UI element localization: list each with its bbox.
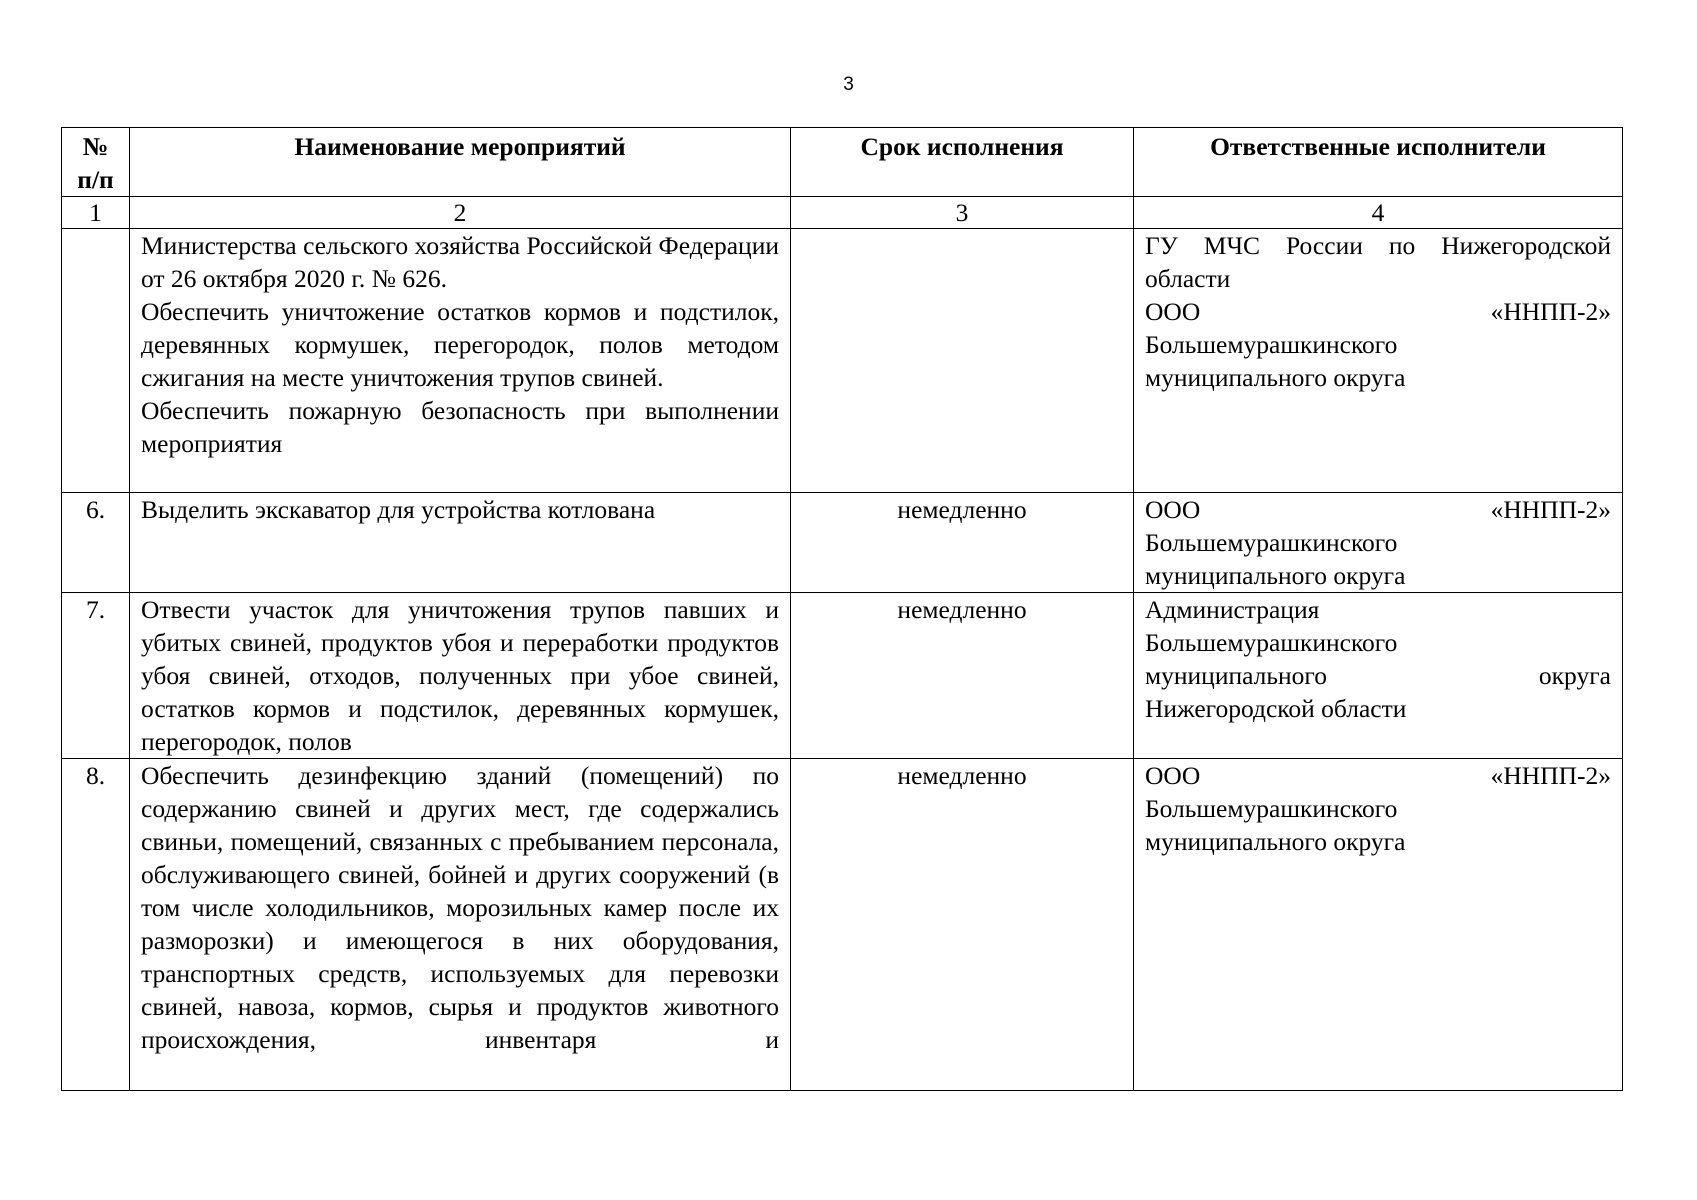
header-name: Наименование мероприятий — [130, 128, 791, 197]
activity-cell: Обеспечить дезинфекцию зданий (помещений) по содержанию свиней и других мест, где содержались свиньи, помещений, связанных с пребыванием персонала, обслуживающего свиней, бойней и других сооружений (в том числе холодильников, морозильных камер после их разморозки) и имеющегося в них оборудования, транспортных средств, используемых для перевозки свиней, навоза, кормов, сырья и продуктов животного происхождения, инвентаря и — [130, 759, 791, 1091]
page-number: 3 — [843, 74, 854, 95]
activity-cell: Выделить экскаватор для устройства котлована — [130, 493, 791, 593]
row-num: 7. — [62, 593, 130, 759]
responsible-line: муниципального округа — [1145, 363, 1406, 392]
term-cell: немедленно — [791, 593, 1134, 759]
responsible-line: Большемурашкинского — [1145, 528, 1398, 557]
activity-paragraph: Обеспечить уничтожение остатков кормов и подстилок, деревянных кормушек, перегородок, полов методом сжигания на месте уничтожения трупов свиней. — [141, 297, 779, 392]
column-number: 1 — [62, 197, 130, 229]
table-row — [62, 493, 1623, 593]
responsible-line: ООО «ННПП-2» — [1145, 495, 1611, 524]
responsible-line: Администрация — [1145, 595, 1320, 624]
table-row — [62, 759, 1623, 1091]
activities-table — [61, 127, 1623, 1091]
responsible-cell — [1134, 593, 1623, 759]
responsible-line: Большемурашкинского — [1145, 628, 1398, 657]
responsible-cell — [1134, 759, 1623, 1091]
row-num: 8. — [62, 759, 130, 1091]
header-num: № п/п — [62, 128, 130, 197]
activity-cell: Отвести участок для уничтожения трупов павших и убитых свиней, продуктов убоя и переработки продуктов убоя свиней, отходов, полученных при убое свиней, остатков кормов и подстилок, деревянных кормушек, перегородок, полов — [130, 593, 791, 759]
responsible-line: ООО «ННПП-2» — [1145, 761, 1611, 790]
column-number: 3 — [791, 197, 1134, 229]
activity-paragraph: Обеспечить пожарную безопасность при выполнении мероприятия — [141, 396, 779, 458]
table-header-row — [62, 128, 1623, 197]
term-cell: немедленно — [791, 493, 1134, 593]
table-row — [62, 593, 1623, 759]
responsible-line: муниципального округа — [1145, 661, 1611, 690]
responsible-line: Нижегородской области — [1145, 694, 1407, 723]
responsible-cell — [1134, 229, 1623, 493]
header-responsible: Ответственные исполнители — [1134, 128, 1623, 197]
column-numbers-row — [62, 197, 1623, 229]
column-number: 4 — [1134, 197, 1623, 229]
column-number: 2 — [130, 197, 791, 229]
responsible-cell — [1134, 493, 1623, 593]
responsible-line: ГУ МЧС России по Нижегородской области — [1145, 231, 1611, 293]
activity-cell — [130, 229, 791, 493]
activity-paragraph: Министерства сельского хозяйства Российской Федерации от 26 октября 2020 г. № 626. — [141, 231, 779, 293]
header-term: Срок исполнения — [791, 128, 1134, 197]
table-row — [62, 229, 1623, 493]
responsible-line: Большемурашкинского — [1145, 794, 1398, 823]
term-cell: немедленно — [791, 759, 1134, 1091]
term-cell — [791, 229, 1134, 493]
row-num: 6. — [62, 493, 130, 593]
responsible-line: ООО «ННПП-2» — [1145, 297, 1611, 326]
row-num — [62, 229, 130, 493]
responsible-line: муниципального округа — [1145, 561, 1406, 590]
responsible-line: Большемурашкинского — [1145, 330, 1398, 359]
responsible-line: муниципального округа — [1145, 827, 1406, 856]
